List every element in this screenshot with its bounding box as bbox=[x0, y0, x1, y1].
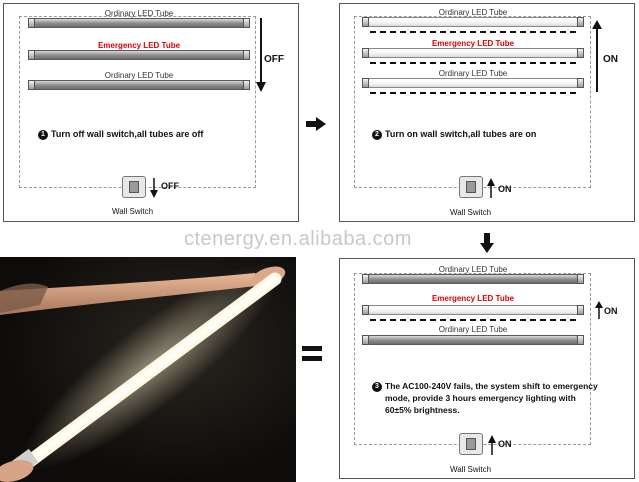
tube-label: Ordinary LED Tube bbox=[438, 69, 508, 78]
down-arrow-icon bbox=[480, 233, 494, 253]
up-arrow-icon bbox=[592, 20, 602, 92]
step-text-line-1: The AC100-240V fails, the system shift to emergency bbox=[385, 381, 598, 391]
tube-cap-right bbox=[577, 78, 584, 88]
step-text-line-3: 60±5% brightness. bbox=[385, 405, 460, 415]
step-number-badge: 2 bbox=[372, 130, 382, 140]
switch-state-label: ON bbox=[498, 439, 512, 449]
wall-switch[interactable] bbox=[122, 176, 146, 198]
ordinary-tube-top bbox=[368, 17, 578, 27]
switch-state-label: OFF bbox=[161, 181, 179, 191]
ordinary-tube-bottom bbox=[34, 80, 244, 90]
step-caption bbox=[38, 128, 203, 140]
switch-state-label: ON bbox=[498, 184, 512, 194]
panel-emergency bbox=[339, 258, 635, 479]
tube-label: Ordinary LED Tube bbox=[438, 325, 508, 334]
tube-cap-left bbox=[362, 335, 369, 345]
glowing-tube-photo bbox=[0, 257, 296, 482]
panel-on bbox=[339, 3, 635, 222]
tube-cap-right bbox=[577, 335, 584, 345]
panel-off bbox=[3, 3, 299, 222]
light-rays bbox=[370, 92, 576, 96]
tube-cap-left bbox=[362, 48, 369, 58]
switch-rocker-icon bbox=[466, 181, 476, 193]
emergency-tube bbox=[368, 48, 578, 58]
ordinary-tube-top bbox=[368, 274, 578, 284]
tube-cap-left bbox=[362, 305, 369, 315]
tube-label: Ordinary LED Tube bbox=[438, 265, 508, 274]
step-caption bbox=[372, 128, 536, 140]
tube-label: Ordinary LED Tube bbox=[438, 8, 508, 17]
tube-cap-left bbox=[362, 17, 369, 27]
wall-switch[interactable] bbox=[459, 176, 483, 198]
tube-label: Ordinary LED Tube bbox=[104, 71, 174, 80]
emergency-tube bbox=[368, 305, 578, 315]
side-state-label: ON bbox=[604, 306, 618, 316]
tube-cap-right bbox=[577, 48, 584, 58]
emergency-tube bbox=[34, 50, 244, 60]
tube-cap-right bbox=[243, 50, 250, 60]
step-caption bbox=[372, 380, 598, 416]
ordinary-tube-bottom bbox=[368, 78, 578, 88]
step-number-badge: 3 bbox=[372, 382, 382, 392]
step-text-line-2: mode, provide 3 hours emergency lighting with bbox=[385, 393, 576, 403]
product-photo bbox=[0, 257, 296, 482]
tube-cap-left bbox=[28, 80, 35, 90]
switch-rocker-icon bbox=[129, 181, 139, 193]
tube-cap-right bbox=[243, 80, 250, 90]
down-arrow-icon bbox=[150, 178, 158, 198]
tube-cap-right bbox=[577, 17, 584, 27]
tube-label: Ordinary LED Tube bbox=[104, 9, 174, 18]
emergency-tube-label: Emergency LED Tube bbox=[431, 39, 515, 48]
emergency-tube-label: Emergency LED Tube bbox=[97, 41, 181, 50]
switch-caption: Wall Switch bbox=[112, 207, 154, 216]
up-arrow-icon bbox=[487, 178, 495, 198]
step-text: Turn on wall switch,all tubes are on bbox=[385, 129, 537, 139]
step-number-badge: 1 bbox=[38, 130, 48, 140]
right-arrow-icon bbox=[306, 117, 326, 131]
switch-caption: Wall Switch bbox=[450, 208, 492, 217]
switch-caption: Wall Switch bbox=[450, 465, 492, 474]
emergency-tube-label: Emergency LED Tube bbox=[431, 294, 515, 303]
equals-bar bbox=[302, 346, 322, 351]
tube-cap-right bbox=[577, 305, 584, 315]
switch-rocker-icon bbox=[466, 438, 476, 450]
light-rays bbox=[370, 319, 576, 323]
up-arrow-icon bbox=[488, 435, 496, 455]
light-rays bbox=[370, 31, 576, 35]
ordinary-tube-top bbox=[34, 18, 244, 28]
tube-cap-left bbox=[28, 50, 35, 60]
side-state-label: OFF bbox=[264, 54, 284, 65]
watermark: ctenergy.en.alibaba.com bbox=[184, 228, 412, 250]
tube-cap-right bbox=[243, 18, 250, 28]
light-rays bbox=[370, 62, 576, 66]
equals-bar bbox=[302, 356, 322, 361]
step-text: Turn off wall switch,all tubes are off bbox=[51, 129, 204, 139]
ordinary-tube-bottom bbox=[368, 335, 578, 345]
wall-switch[interactable] bbox=[459, 433, 483, 455]
tube-cap-left bbox=[362, 78, 369, 88]
tube-cap-left bbox=[362, 274, 369, 284]
equals-icon bbox=[302, 344, 322, 364]
tube-cap-right bbox=[577, 274, 584, 284]
side-state-label: ON bbox=[603, 54, 618, 65]
up-arrow-icon bbox=[595, 301, 603, 319]
tube-cap-left bbox=[28, 18, 35, 28]
